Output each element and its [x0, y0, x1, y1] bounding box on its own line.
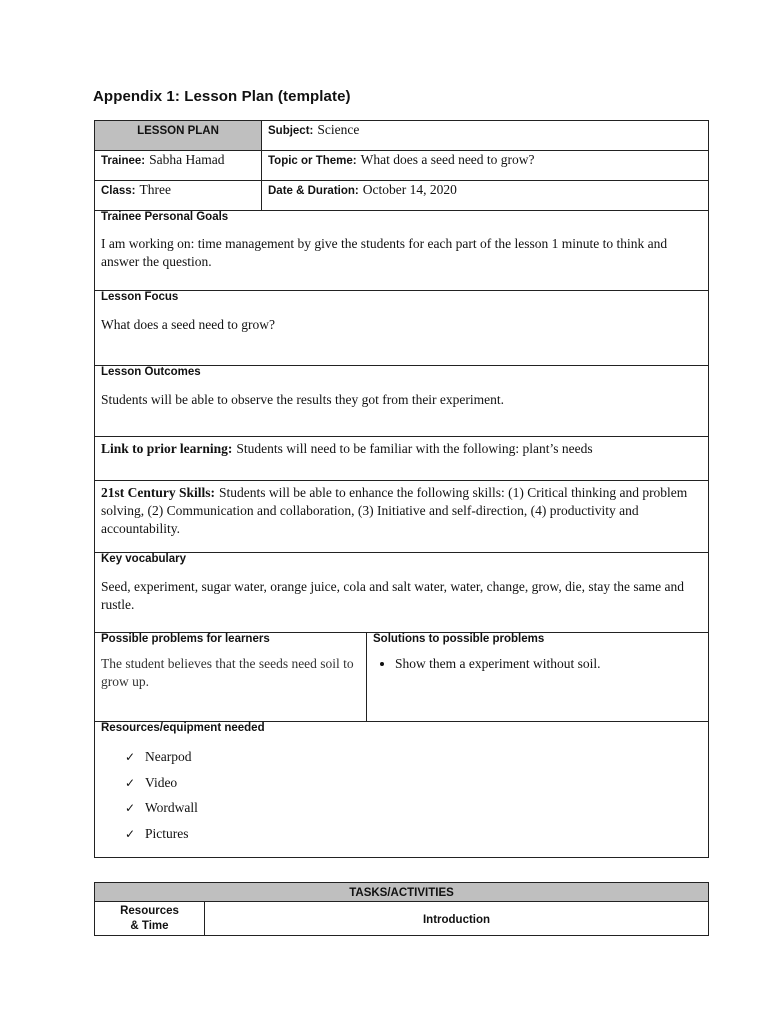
skills-text: Students will be able to enhance the following skills: (1) Critical thinking and problem solving, (2) Communication and collaboration, (3) Initiative and self-direction, (4) productivity and accountability.: [101, 485, 688, 536]
focus-cell: [95, 291, 709, 366]
trainee-cell: [95, 151, 262, 181]
resource-item-label: Video: [145, 774, 178, 790]
topic-cell: [262, 151, 709, 181]
row-prior: [95, 437, 709, 481]
resources-time-cell: [95, 902, 205, 936]
resource-item-label: Nearpod: [145, 749, 192, 764]
row-outcomes: [95, 366, 709, 437]
row-vocab: [95, 553, 709, 633]
subject-cell: [262, 121, 709, 151]
solutions-cell: [367, 633, 709, 722]
date-label: Date & Duration:: [268, 185, 359, 197]
resources-time-line2: & Time: [130, 919, 169, 932]
tasks-header-row: [95, 883, 709, 902]
subject-label: Subject:: [268, 125, 314, 137]
problems-cell: [95, 633, 367, 722]
goals-label: Trainee Personal Goals: [101, 211, 229, 223]
topic-label: Topic or Theme:: [268, 155, 357, 167]
checkmark-icon: ✓: [125, 826, 136, 841]
date-value: October 14, 2020: [362, 182, 457, 197]
trainee-value: Sabha Hamad: [149, 152, 225, 167]
solutions-label: Solutions to possible problems: [373, 633, 545, 645]
skills-cell: [95, 481, 709, 553]
skills-label: 21st Century Skills:: [101, 485, 216, 500]
lesson-plan-table: [94, 120, 709, 858]
row-trainee: [95, 151, 709, 181]
goals-cell: [95, 211, 709, 291]
row-resources: [95, 722, 709, 858]
prior-text: Students will need to be familiar with the following: plant’s needs: [236, 441, 593, 456]
resources-label: Resources/equipment needed: [101, 722, 265, 734]
resource-item-label: Wordwall: [145, 800, 198, 815]
resource-item: [125, 744, 702, 770]
row-focus: [95, 291, 709, 366]
tasks-intro-row: [95, 902, 709, 936]
lesson-plan-header-cell: [95, 121, 262, 151]
introduction-label: Introduction: [422, 913, 491, 926]
subject-value: Science: [317, 122, 360, 137]
introduction-cell: [205, 902, 709, 936]
class-cell: [95, 181, 262, 211]
vocab-label: Key vocabulary: [101, 553, 187, 565]
topic-value: What does a seed need to grow?: [360, 152, 535, 167]
solution-item: • Show them a experiment without soil.: [395, 655, 702, 673]
row-skills: [95, 481, 709, 553]
prior-cell: [95, 437, 709, 481]
problems-text: The student believes that the seeds need soil to grow up.: [101, 656, 354, 689]
resources-list: [101, 744, 702, 846]
row-header: [95, 121, 709, 151]
resource-item-label: Pictures: [145, 825, 189, 841]
checkmark-icon: ✓: [125, 750, 136, 764]
resources-cell: [95, 722, 709, 858]
focus-text: What does a seed need to grow?: [101, 317, 275, 332]
date-cell: [262, 181, 709, 211]
class-label: Class:: [101, 185, 136, 197]
vocab-cell: [95, 553, 709, 633]
resource-item: [125, 821, 702, 847]
outcomes-text: Students will be able to observe the results they got from their experiment.: [101, 392, 505, 407]
trainee-label: Trainee:: [101, 155, 146, 167]
lesson-plan-label: LESSON PLAN: [137, 125, 219, 137]
tasks-header-cell: [95, 883, 709, 902]
checkmark-icon: ✓: [125, 775, 136, 790]
focus-label: Lesson Focus: [101, 291, 179, 303]
solutions-list: [373, 655, 702, 673]
outcomes-label: Lesson Outcomes: [101, 366, 201, 378]
goals-text: I am working on: time management by give the students for each part of the lesson 1 minute to think and answer the question.: [101, 236, 668, 269]
vocab-text: Seed, experiment, sugar water, orange juice, cola and salt water, water, change, grow, die, stay the same and rustle.: [101, 579, 685, 612]
problems-label: Possible problems for learners: [101, 633, 270, 645]
class-value: Three: [139, 182, 172, 197]
row-class: [95, 181, 709, 211]
resources-time-line1: Resources: [120, 904, 179, 917]
checkmark-icon: ✓: [125, 801, 136, 815]
row-goals: [95, 211, 709, 291]
row-problems: [95, 633, 709, 722]
resource-item: [125, 770, 702, 796]
tasks-header: TASKS/ACTIVITIES: [349, 887, 454, 899]
document-heading: Appendix 1: Lesson Plan (template): [93, 88, 351, 105]
tasks-table: [94, 882, 709, 936]
resource-item: [125, 795, 702, 821]
prior-label: Link to prior learning:: [101, 441, 233, 456]
outcomes-cell: [95, 366, 709, 437]
